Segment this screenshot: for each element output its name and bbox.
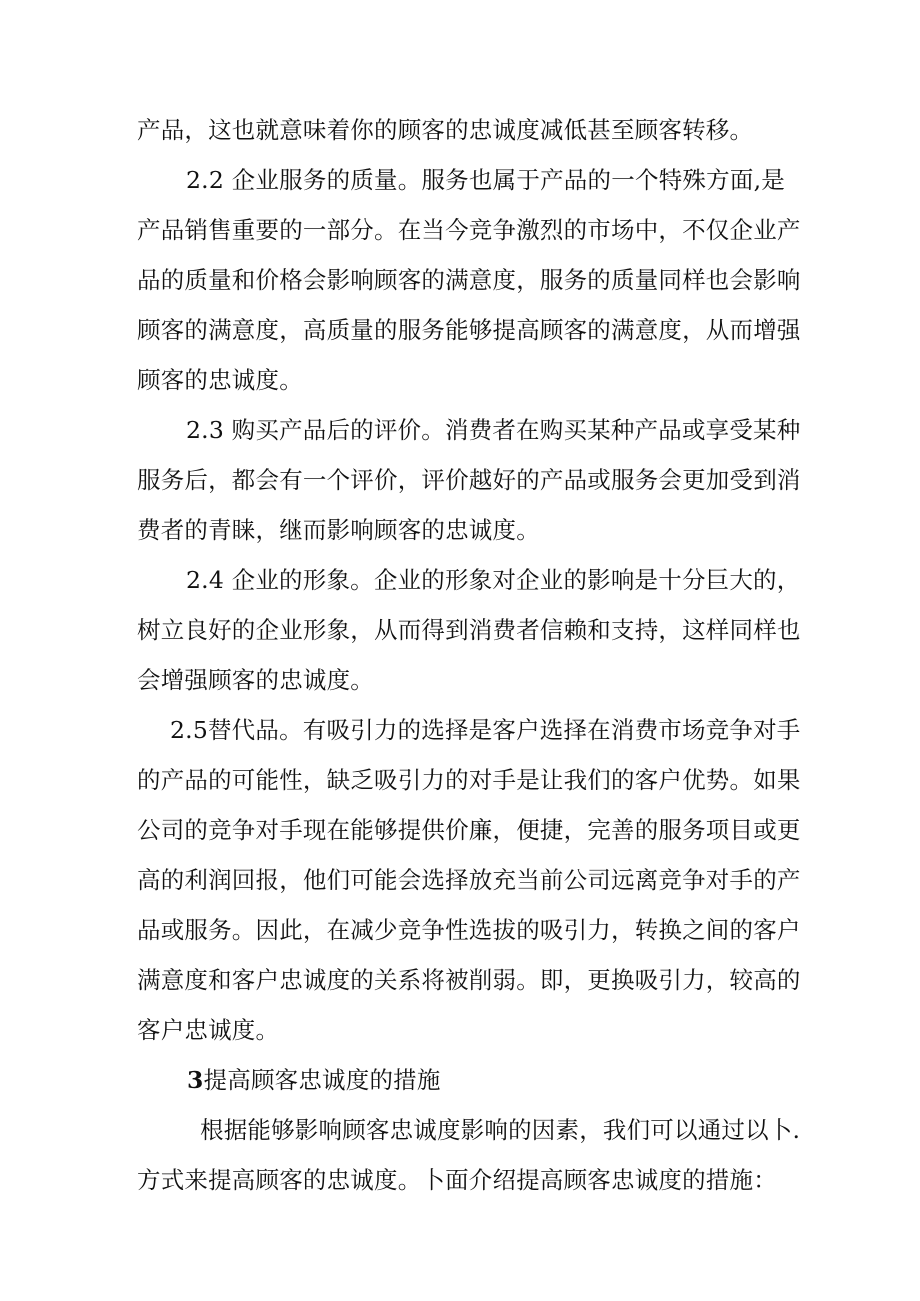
paragraph-line: 的产品的可能性，缺乏吸引力的对手是让我们的客户优势。如果 xyxy=(137,766,801,794)
section-3-heading xyxy=(187,1063,441,1097)
paragraph-line: 品或服务。因此，在减少竞争性选拔的吸引力，转换之间的客户 xyxy=(137,916,801,944)
paragraph-line: 高的利润回报，他们可能会选择放充当前公司远离竞争对手的产 xyxy=(137,866,801,894)
paragraph-line: 产品销售重要的一部分。在当今竞争激烈的市场中，不仅企业产 xyxy=(137,216,801,244)
section-2-5-line: 2.5替代品。有吸引力的选择是客户选择在消费市场竞争对手 xyxy=(170,716,801,744)
paragraph-line: 公司的竞争对手现在能够提供价廉，便捷，完善的服务项目或更 xyxy=(137,816,801,844)
section-2-4-line: 2.4 企业的形象。企业的形象对企业的影响是十分巨大的， xyxy=(186,566,801,594)
section-2-2-line: 2.2 企业服务的质量。服务也属于产品的一个特殊方面,是 xyxy=(186,166,785,194)
paragraph-line: 服务后，都会有一个评价，评价越好的产品或服务会更加受到消 xyxy=(137,466,801,494)
paragraph-line: 顾客的忠诚度。 xyxy=(137,366,303,394)
paragraph-line: 树立良好的企业形象，从而得到消费者信赖和支持，这样同样也 xyxy=(137,616,801,644)
paragraph-line: 顾客的满意度，高质量的服务能够提高顾客的满意度，从而增强 xyxy=(137,316,801,344)
paragraph-line: 根据能够影响顾客忠诚度影响的因素，我们可以通过以卜. xyxy=(200,1116,801,1144)
paragraph-line: 客户忠诚度。 xyxy=(137,1016,280,1044)
paragraph-line: 品的质量和价格会影响顾客的满意度，服务的质量同样也会影响 xyxy=(137,266,801,294)
paragraph-line: 满意度和客户忠诚度的关系将被削弱。即，更换吸引力，较高的 xyxy=(137,966,801,994)
paragraph-line: 费者的青睐，继而影响顾客的忠诚度。 xyxy=(137,516,540,544)
section-2-3-line: 2.3 购买产品后的评价。消费者在购买某种产品或享受某种 xyxy=(186,416,801,444)
paragraph-line: 产品，这也就意味着你的顾客的忠诚度减低甚至顾客转移。 xyxy=(137,116,754,144)
paragraph-line: 会增强顾客的忠诚度。 xyxy=(137,666,374,694)
section-number: 3 xyxy=(187,1066,204,1094)
section-title: 提高顾客忠诚度的措施 xyxy=(203,1066,441,1094)
paragraph-line: 方式来提高顾客的忠诚度。卜面介绍提高顾客忠诚度的措施： xyxy=(137,1166,777,1194)
